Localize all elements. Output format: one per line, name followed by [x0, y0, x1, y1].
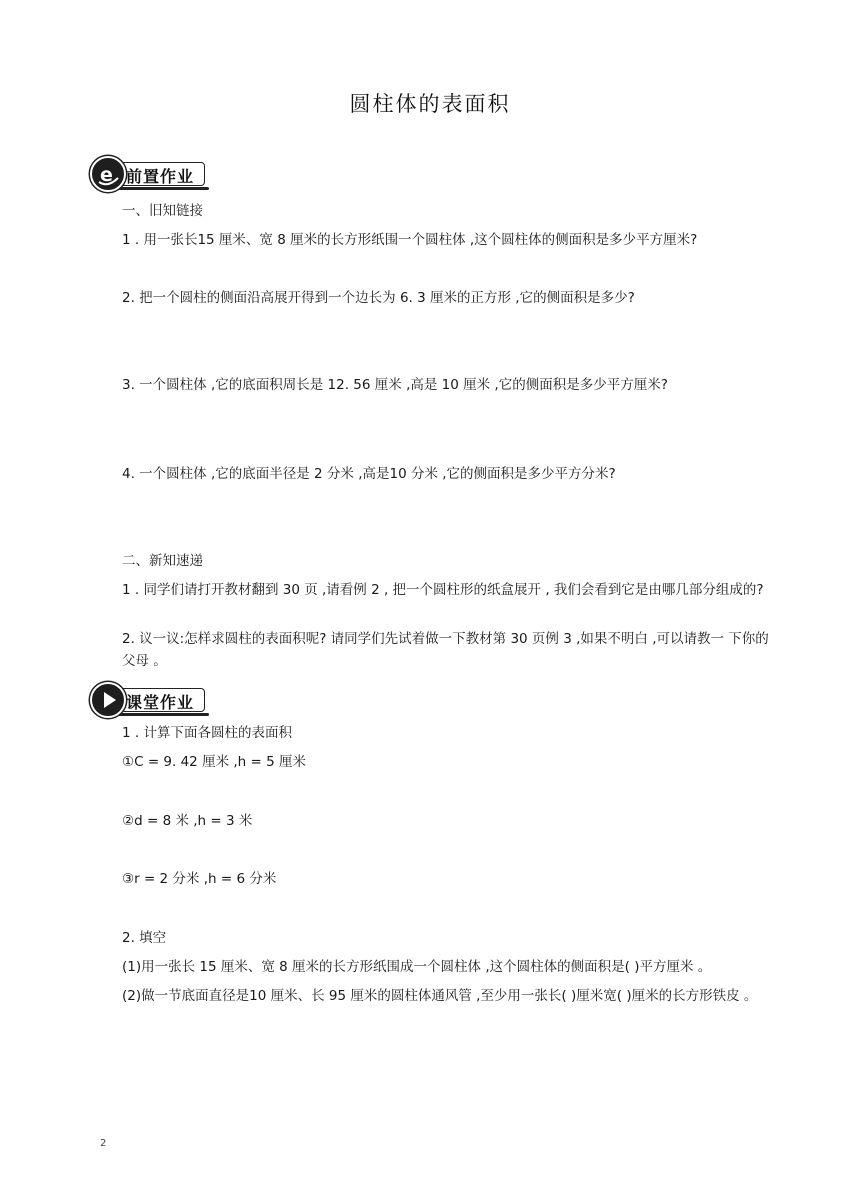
question-2: 2. 把一个圆柱的侧面沿高展开得到一个边长为 6. 3 厘米的正方形 ,它的侧面积是多少?	[122, 290, 635, 306]
new-item-1: 1 . 同学们请打开教材翻到 30 页 ,请看例 2 , 把一个圆柱形的纸盒展开 , 我们会看到它是由哪几部分组成的?	[122, 582, 764, 598]
class-question-1: 1 . 计算下面各圆柱的表面积	[122, 725, 292, 741]
page-number: 2	[100, 1138, 107, 1149]
class-item-1a: ①C = 9. 42 厘米 ,h = 5 厘米	[122, 754, 306, 770]
new-item-2: 2. 议一议:怎样求圆柱的表面积呢? 请同学们先试着做一下教材第 30 页例 3 ,如果不明白 ,可以请教一 下你的父母 。	[122, 631, 769, 669]
class-homework-badge	[90, 682, 208, 716]
pre-homework-label: 前置作业	[126, 167, 195, 186]
svg-text:e: e	[100, 164, 113, 186]
class-homework-label: 课堂作业	[126, 693, 195, 712]
class-item-1c: ③r = 2 分米 ,h = 6 分米	[122, 871, 277, 887]
question-4: 4. 一个圆柱体 ,它的底面半径是 2 分米 ,高是10 分米 ,它的侧面积是多少平方分米?	[122, 466, 616, 482]
class-question-2: 2. 填空	[122, 930, 167, 946]
play-icon	[90, 682, 126, 718]
question-1: 1 . 用一张长15 厘米、宽 8 厘米的长方形纸围一个圆柱体 ,这个圆柱体的侧面积是多少平方厘米?	[122, 232, 698, 248]
question-3: 3. 一个圆柱体 ,它的底面积周长是 12. 56 厘米 ,高是 10 厘米 ,它的侧面积是多少平方厘米?	[122, 377, 668, 393]
fill-blank-2: (2)做一节底面直径是10 厘米、长 95 厘米的圆柱体通风管 ,至少用一张长( )厘米宽( )厘米的长方形铁皮 。	[122, 988, 758, 1004]
old-knowledge-heading: 一、旧知链接	[122, 203, 203, 219]
page-title: 圆柱体的表面积	[349, 92, 511, 116]
pre-homework-badge	[90, 156, 208, 190]
e-logo-icon	[90, 156, 126, 192]
fill-blank-1: (1)用一张长 15 厘米、宽 8 厘米的长方形纸围成一个圆柱体 ,这个圆柱体的侧面积是( )平方厘米 。	[122, 959, 712, 975]
class-item-1b: ②d = 8 米 ,h = 3 米	[122, 813, 253, 829]
new-knowledge-heading: 二、新知速递	[122, 553, 203, 569]
